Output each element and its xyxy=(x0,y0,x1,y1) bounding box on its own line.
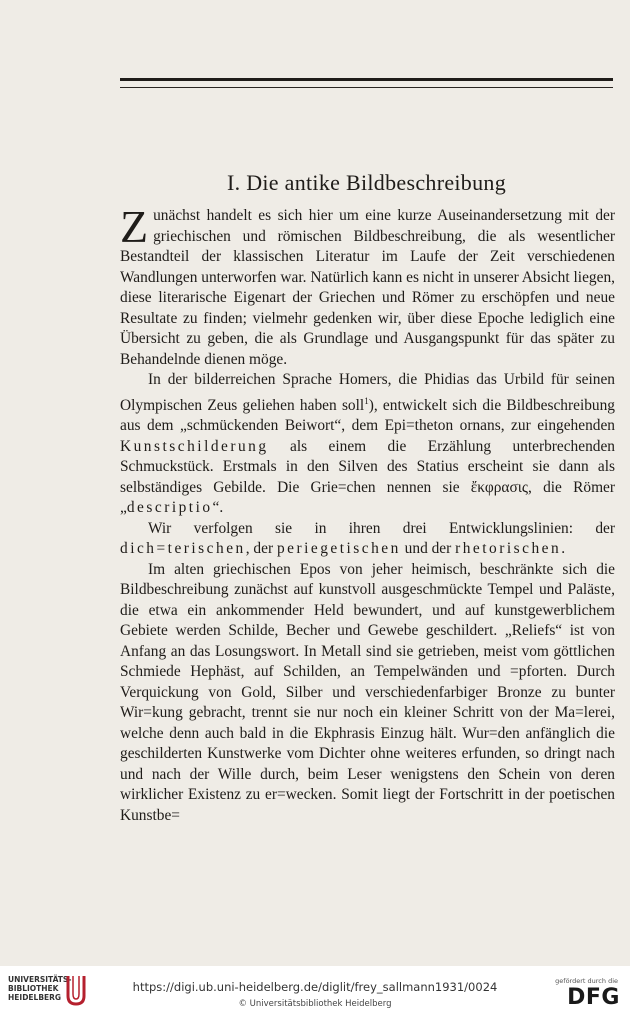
paragraph-3 xyxy=(120,519,615,560)
header-rule-thin xyxy=(120,87,613,88)
paragraph-1 xyxy=(120,201,615,370)
paragraph-3-part-d: . xyxy=(561,540,566,558)
paragraph-2-part-d: “. xyxy=(212,499,224,517)
paragraph-2-part-b: ), entwickelt sich die Bildbeschreibung aus dem „schmückenden Beiwort“, dem Epi=theton ornans, zur eingehenden xyxy=(120,396,615,435)
paragraph-2 xyxy=(120,370,615,519)
copyright-notice: © Universitätsbibliothek Heidelberg xyxy=(238,999,392,1009)
spaced-term-rhetorischen: rhetorischen xyxy=(455,540,562,558)
paragraph-2-part-c: als einem die Erzählung unterbrechenden Schmuckstück. Erstmals in den Silven des Statius erscheint sie dann als selbständiges Gebilde. Die Grie=chen nennen sie ἔκφρασις, die Römer „ xyxy=(120,437,615,517)
paragraph-3-part-c: und der xyxy=(400,540,456,558)
library-name-line-1: UNIVERSITÄTS- xyxy=(8,975,72,984)
funding-label: gefördert durch die xyxy=(555,977,618,985)
drop-cap: Z xyxy=(120,201,149,252)
spaced-term-dichterischen: dich=terischen xyxy=(120,540,246,558)
library-name-line-3: HEIDELBERG xyxy=(8,993,62,1002)
spaced-term-periegetischen: periegetischen xyxy=(276,540,401,558)
spaced-term-descriptio: descriptio xyxy=(126,499,213,517)
paragraph-2-part-a: In der bilderreichen Sprache Homers, die Phidias das Urbild für seinen Olympischen Zeus geliehen haben soll xyxy=(120,371,615,414)
paragraph-3-part-a: Wir verfolgen sie in ihren drei Entwicklungslinien: der xyxy=(148,519,615,537)
permalink-url[interactable]: https://digi.ub.uni-heidelberg.de/diglit/frey_sallmann1931/0024 xyxy=(132,980,498,994)
paragraph-3-part-b: , der xyxy=(245,540,277,558)
chapter-title: I. Die antike Bildbeschreibung xyxy=(226,170,507,195)
footnote-marker[interactable]: 1 xyxy=(364,395,369,406)
library-name-line-2: BIBLIOTHEK xyxy=(8,984,59,993)
spaced-term-kunstschilderung: Kunstschilderung xyxy=(120,437,269,455)
header-rule-thick xyxy=(120,78,613,81)
dfg-logo[interactable]: DFG xyxy=(567,985,620,1010)
paragraph-4: Im alten griechischen Epos von jeher heimisch, beschränkte sich die Bildbeschreibung zunächst auf kunstvoll ausgeschmückte Tempel und Paläste, die etwa ein ankommender Held bewundert, und auf kunstgewerblichem Gebiete werden Schilde, Becher und Gewebe geschildert. „Reliefs“ ist von Anfang an das Losungswort. In Metall sind sie getrieben, meist vom göttlichen Schmiede Hephäst, auf Schilden, an Tempelwänden und =pforten. Durch Verquickung von Gold, Silber und verschiedenfarbiger Bronze zu bunter Wir=kung gebracht, trennt sie nur noch ein kleiner Schritt von der Ma=lerei, welche denn auch bald in die Ekphrasis Einzug hält. Wur=den anfänglich die geschilderten Kunstwerke vom Dichter ohne weiteres erfunden, so dringt nach und nach der Wille durch, beim Leser wenigstens den Schein von deren wirklicher Existenz zu er=wecken. Somit liegt der Fortschritt in der poetischen Kunstbe= xyxy=(120,560,615,824)
paragraph-1-text: unächst handelt es sich hier um eine kurze Auseinandersetzung mit der griechischen und römischen Bildbeschreibung, die als wesentlicher Bestandteil der klassischen Literatur im Laufe der Zeit verschiedenen Wandlungen unterworfen war. Natürlich kann es nicht in unserer Absicht liegen, diese literarische Eigenart der Griechen und Römer zu erschöpfen und neue Resultate zu finden; vielmehr gedenken wir, über diese Epoche lediglich eine Übersicht zu geben, die als Grundlage und Ausgangspunkt für das später zu Behandelnde dienen möge. xyxy=(120,207,615,368)
body-text xyxy=(120,201,615,826)
viewer-footer xyxy=(0,966,630,1018)
